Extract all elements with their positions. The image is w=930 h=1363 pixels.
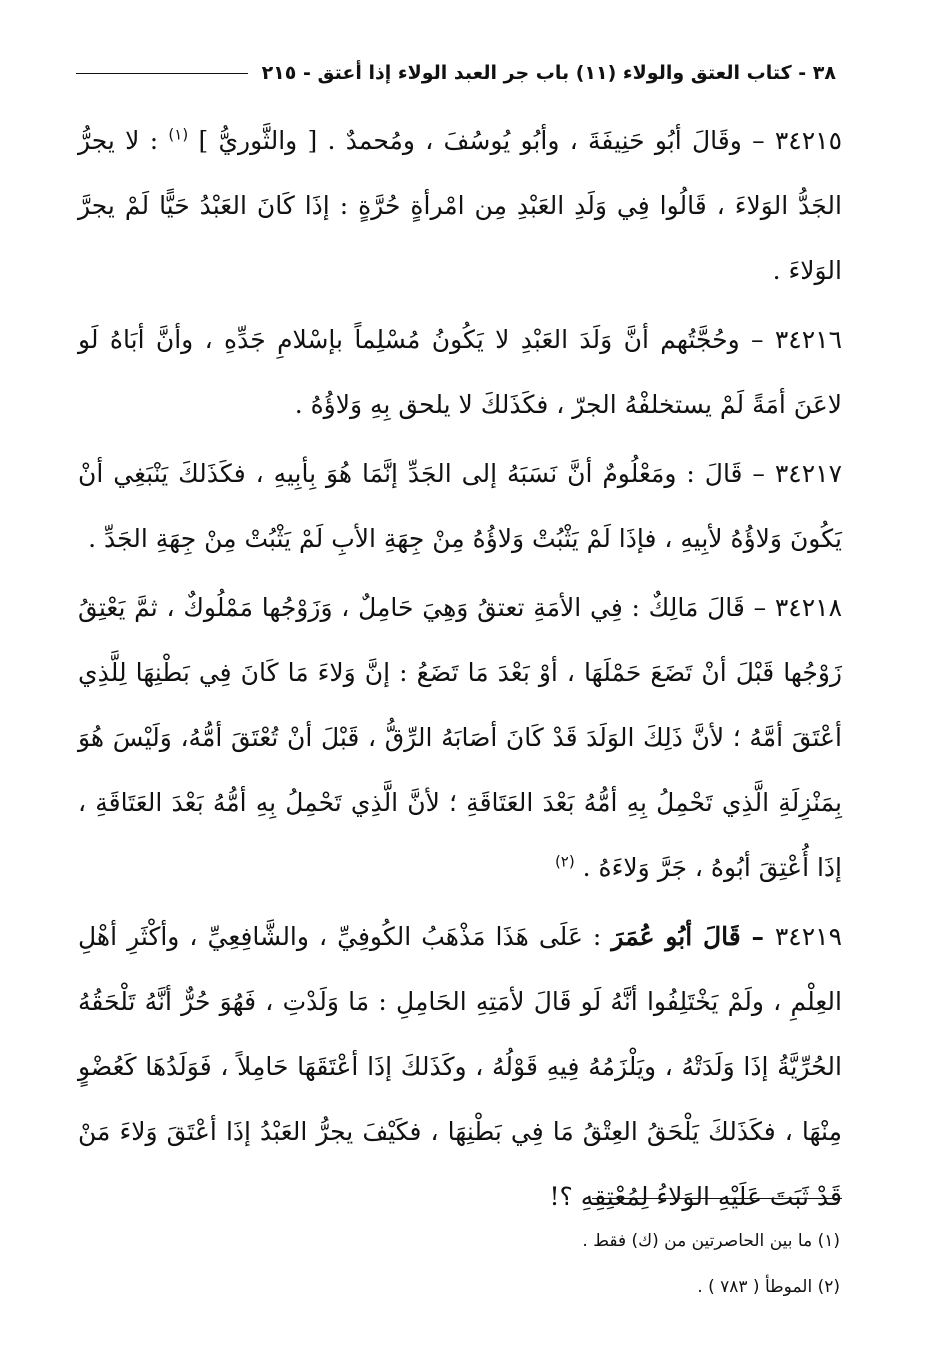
paragraph-number: ٣٤٢١٩ (774, 922, 842, 951)
main-text (78, 108, 842, 1229)
footnote-ref: (١) (168, 125, 189, 144)
running-header (76, 56, 836, 90)
speaker-label: – قَالَ أبُو عُمَرَ (611, 922, 775, 951)
paragraph-number: ٣٤٢١٧ (774, 459, 842, 488)
footnote-1: (١) ما بين الحاصرتين من (ك) فقط . (582, 1231, 840, 1251)
footnote-divider (592, 1198, 842, 1199)
header-rule (76, 73, 248, 74)
footnotes (140, 1218, 840, 1310)
header-title: ٣٨ - كتاب العتق والولاء (١١) باب جر العبد الولاء إذا أعتق - ٢١٥ (261, 62, 836, 84)
paragraph-34215 (78, 108, 842, 303)
paragraph-number: ٣٤٢١٦ (774, 325, 842, 354)
footnote-2: (٢) الموطأ ( ٧٨٣ ) . (697, 1277, 840, 1297)
footnote-ref: (٢) (554, 852, 575, 871)
paragraph-34217 (78, 441, 842, 571)
paragraph-number: ٣٤٢١٥ (774, 126, 842, 155)
paragraph-34216 (78, 307, 842, 437)
paragraph-text: : عَلَى هَذَا مَذْهَبُ الكُوفِيِّ ، والشَّافِعِيِّ ، وأكْثَرِ أهْلِ العِلْمِ ، ولَمْ يَخْتَلِفُوا أنَّهُ لَو قَالَ لأمَتِهِ الحَامِلِ : مَا وَلَدْتِ ، فَهُوَ حُرٌّ أنَّهُ تَلْحَقُهُ الحُرِّيَّةُ إذَا وَلَدَتْهُ ، ويَلْزَمُهُ فِيهِ قَوْلُهُ ، وكَذَلكَ إذَا أعْتَقَهَا حَامِلاً ، فَوَلَدُهَا كَعُضْوٍ مِنْهَا ، فكَذَلكَ يَلْحَقُ العِتْقُ مَا فِي بَطْنِهَا ، فكَيْفَ يجرُّ العَبْدُ إذَا أعْتَقَ وَلاءَ مَنْ قَدْ ثَبَتَ عَلَيْهِ الوَلاءُ لِمُعْتِقِهِ ؟! (78, 922, 842, 1211)
paragraph-text: : لا يجرُّ الجَدُّ الوَلاءَ ، قَالُوا فِي وَلَدِ العَبْدِ مِن امْرأةٍ حُرَّةٍ : إذَا كَانَ العَبْدُ حَيًّا لَمْ يجرَّ الوَلاءَ . (78, 126, 842, 285)
paragraph-text: – وحُجَّتُهم أنَّ وَلَدَ العَبْدِ لا يَكُونُ مُسْلِماً بإسْلامِ جَدِّهِ ، وأنَّ أبَاهُ لَو لاعَنَ أمَةً لَمْ يستخلفْهُ الجرّ ، فكَذَلكَ لا يلحق بِهِ وَلاؤُهُ . (78, 325, 842, 419)
paragraph-34219 (78, 904, 842, 1229)
paragraph-text: – قَالَ : ومَعْلُومٌ أنَّ نَسَبَهُ إلى الجَدِّ إنَّمَا هُوَ بِأبِيهِ ، فكَذَلكَ يَنْبَغِي أنْ يَكُونَ وَلاؤُهُ لأبِيهِ ، فإذَا لَمْ يَثْبُتْ وَلاؤُهُ مِنْ جِهَةِ الأبِ لَمْ يَثْبُتْ مِنْ جِهَةِ الجَدِّ . (78, 459, 842, 553)
paragraph-text: – قَالَ مَالِكٌ : فِي الأمَةِ تعتقُ وَهِيَ حَامِلٌ ، وَزَوْجُها مَمْلُوكٌ ، ثمَّ يَعْتِقُ زَوْجُها قَبْلَ أنْ تَضَعَ حَمْلَهَا ، أوْ بَعْدَ مَا تَضَعُ : إنَّ وَلاءَ مَا كَانَ فِي بَطْنِهَا لِلَّذِي أعْتَقَ أمَّهُ ؛ لأنَّ ذَلِكَ الوَلَدَ قَدْ كَانَ أصَابَهُ الرِّقُّ ، قَبْلَ أنْ تُعْتَقَ أمُّهُ، وَلَيْسَ هُوَ بِمَنْزِلَةِ الَّذِي تَحْمِلُ بِهِ أمُّهُ بَعْدَ العَتَاقَةِ ؛ لأنَّ الَّذِي تَحْمِلُ بِهِ أمُّهُ بَعْدَ العَتَاقَةِ ، إذَا أُعْتِقَ أبُوهُ ، جَرَّ وَلاءَهُ . (78, 593, 842, 882)
paragraph-34218 (78, 575, 842, 900)
paragraph-number: ٣٤٢١٨ (774, 593, 842, 622)
paragraph-text: – وقَالَ أبُو حَنِيفَةَ ، وأبُو يُوسُفَ ، ومُحمدٌ . [ والثَّوريُّ ] (188, 126, 775, 155)
